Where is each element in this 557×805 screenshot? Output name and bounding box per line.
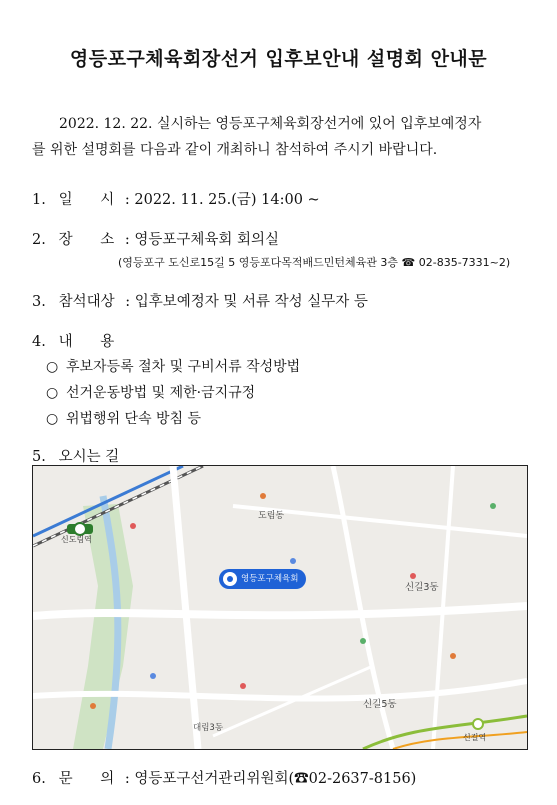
map-label-singil3: 신길3동 <box>405 582 439 593</box>
section-attendees <box>32 290 368 311</box>
section-label: 내 용 <box>58 334 115 350</box>
section-directions <box>32 445 119 466</box>
section-number: 2. <box>32 232 46 248</box>
list-item: ○ 위법행위 단속 방침 등 <box>46 411 202 427</box>
map-label-singil-station: 신길역 <box>463 733 487 742</box>
list-item: ○ 선거운동방법 및 제한·금지규정 <box>46 385 256 401</box>
intro-line-1: 2022. 12. 22. 실시하는 영등포구체육회장선거에 있어 입후보예정자 <box>59 116 482 132</box>
list-item: ○ 후보자등록 절차 및 구비서류 작성방법 <box>46 359 301 375</box>
circle-bullet-icon: ○ <box>46 385 59 401</box>
section-datetime <box>32 188 320 209</box>
map-label-daerim3: 대림3동 <box>193 723 224 733</box>
venue-address-note: (영등포구 도신로15길 5 영등포다목적배드민턴체육관 3층 ☎ 02-835-7331~2) <box>118 256 511 269</box>
section-value: : 영등포구선거관리위원회(☎02-2637-8156) <box>124 771 417 787</box>
section-value: : 입후보예정자 및 서류 작성 실무자 등 <box>125 294 368 310</box>
circle-bullet-icon: ○ <box>46 411 59 427</box>
section-number: 3. <box>32 294 46 310</box>
map-label-sindorim-station: 신도림역 <box>61 535 92 544</box>
section-label: 참석대상 <box>58 294 115 310</box>
page-title: 영등포구체육회장선거 입후보안내 설명회 안내문 <box>69 48 488 70</box>
section-label: 장 소 <box>58 232 115 248</box>
map-label-singil5: 신길5동 <box>363 699 397 710</box>
section-label: 문 의 <box>58 771 115 787</box>
map-label-dorim: 도림동 <box>258 511 285 521</box>
intro-line-2: 를 위한 설명회를 다음과 같이 개최하니 참석하여 주시기 바랍니다. <box>32 142 438 158</box>
section-number: 5. <box>32 449 46 465</box>
section-inquiry <box>32 767 416 788</box>
section-contents <box>32 330 114 351</box>
section-number: 1. <box>32 192 46 208</box>
section-value: : 영등포구체육회 회의실 <box>124 232 280 248</box>
location-pin-icon <box>223 572 237 586</box>
section-venue <box>32 228 279 249</box>
section-value: : 2022. 11. 25.(금) 14:00 ~ <box>124 192 320 208</box>
section-label: 일 시 <box>58 192 115 208</box>
section-number: 4. <box>32 334 46 350</box>
section-label: 오시는 길 <box>58 449 120 465</box>
circle-bullet-icon: ○ <box>46 359 59 375</box>
section-number: 6. <box>32 771 46 787</box>
location-map[interactable] <box>32 465 528 750</box>
venue-map-pin[interactable]: 영등포구체육회 <box>219 569 306 589</box>
